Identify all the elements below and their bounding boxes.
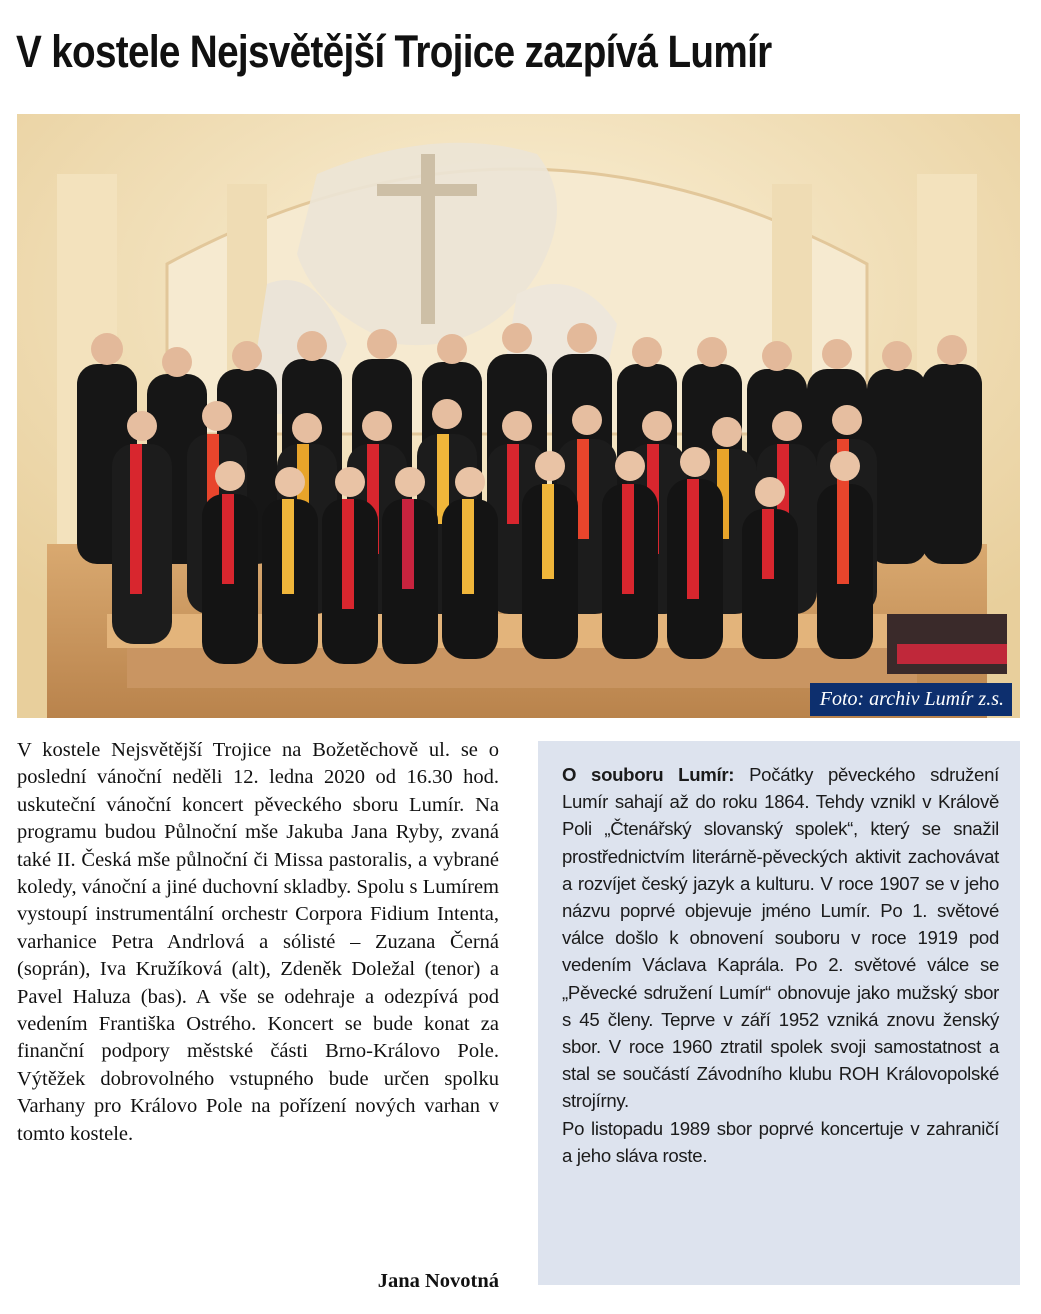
sidebar-paragraph-1 <box>562 761 999 1115</box>
article-paragraph: V kostele Nejsvětější Trojice na Božetěchově ul. se o poslední vánoční neděli 12. ledna 2020 od 16.30 hod. uskuteční vánoční koncert pěveckého sboru Lumír. Na programu budou Půlnoční mše Jakuba Jana Ryby, zvaná také II. Česká mše půlnoční či Missa pastoralis, a vybrané koledy, vánoční a jiné duchovní skladby. Spolu s Lumírem vystoupí instrumentální orchestr Corpora Fidium Intenta, varhanice Petra Andrlová a sólisté – Zuzana Černá (soprán), Iva Kružíková (alt), Zdeněk Doležal (tenor) a Pavel Haluza (bas). A vše se odehraje a odezpívá pod vedením Františka Ostrého. Koncert se bude konat za finanční podpory městské části Brno-Královo Pole. Výtěžek dobrovolného vstupného bude určen spolku Varhany pro Královo Pole na pořízení nových varhan v tomto kostele. <box>17 739 499 1145</box>
sidebar-text <box>562 761 999 1169</box>
sidebar-paragraph-1-text: Počátky pěveckého sdružení Lumír sahají až do roku 1864. Tehdy vznikl v Králově Poli „Čtenářský slovanský spolek“, který se snažil prostřednictvím literárně-pěveckých aktivit zachovávat a rozvíjet český jazyk a kulturu. V roce 1907 se v jeho názvu poprvé objevuje jméno Lumír. Po 1. světové válce došlo k obnovení souboru v roce 1919 pod vedením Václava Kaprála. Po 2. světové válce se „Pěvecké sdružení Lumír“ obnovuje jako mužský sbor s 45 členy. Teprve v září 1952 vzniká znovu ženský sbor. V roce 1960 ztratil spolek svoji samostatnost a stal se součástí Závodního klubu ROH Královopolské strojírny. <box>562 764 999 1112</box>
sidebar-lead: O souboru Lumír: <box>562 764 735 785</box>
sidebar-paragraph-2: Po listopadu 1989 sbor poprvé koncertuje v zahraničí a jeho sláva roste. <box>562 1117 999 1166</box>
headline: V kostele Nejsvětější Trojice zazpívá Lumír <box>16 26 772 77</box>
sidebar-box <box>538 741 1020 1285</box>
choir-photo-illustration <box>17 114 1020 718</box>
article-body <box>17 737 499 1148</box>
photo-caption: Foto: archiv Lumír z.s. <box>810 683 1012 716</box>
article-author: Jana Novotná <box>377 1270 499 1292</box>
choir-photo <box>17 114 1020 718</box>
